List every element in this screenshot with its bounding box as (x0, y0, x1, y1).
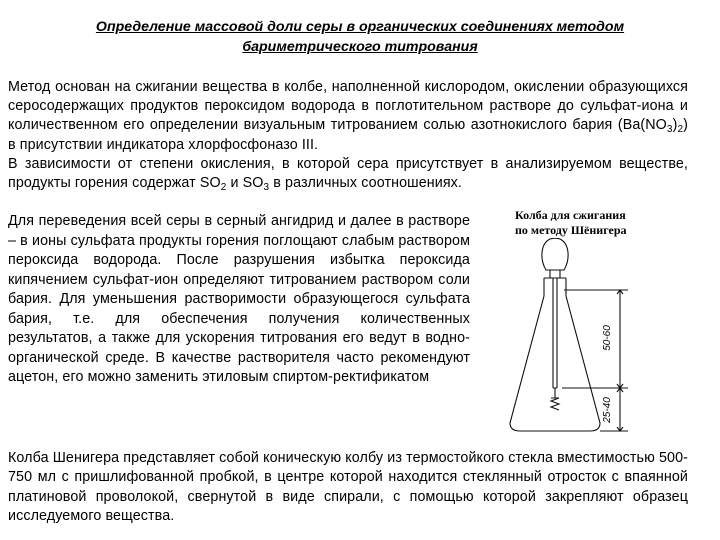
figure-caption (515, 208, 675, 238)
flask-description-paragraph: Колба Шенигера представляет собой коническую колбу из термостойкого стекла вместимостью 500-750 мл с пришлифованной пробкой, в центре которой находится стеклянный отросток с впаянной платиновой проволокой, свернутой в виде спирали, с помощью которой закрепляют образец исследуемого вещества. (8, 450, 688, 525)
intro-paragraph (8, 78, 688, 193)
page-title (40, 17, 680, 57)
dimension-label-upper: 50-60 (602, 325, 613, 351)
figure-caption-line-2: по методу Шёнигера (515, 223, 627, 237)
flask-neck (544, 278, 566, 296)
intro-subscript-2: 2 (677, 124, 684, 136)
platinum-spiral (551, 388, 559, 410)
intro-text-4: и SO (226, 175, 264, 192)
glass-rod (553, 278, 557, 388)
intro-subscript-no3: 3 (666, 124, 673, 136)
intro-text-3: В зависимости от степени окисления, в которой сера присутствует в анализируемом веществе, продукты горения содержат SO (8, 155, 688, 192)
title-line-1: Определение массовой доли серы в органических соединениях методом (95, 19, 625, 35)
dimension-label-lower: 25-40 (602, 397, 613, 423)
title-line-2: бариметрического титрования (242, 39, 478, 55)
intro-text-5: в различных соотношениях. (269, 175, 463, 192)
stopper-neck (550, 270, 560, 278)
dimension-line-upper (562, 290, 628, 388)
intro-text-1: Метод основан на сжигании вещества в колбе, наполненной кислородом, окислении образующихся серосодержащих продуктов пероксидом водорода в поглотительном растворе до сульфат-иона и количественном его определении визуальным титрованием солью азотнокислого бария (Ba(NO (8, 79, 688, 134)
stopper-head (542, 238, 568, 270)
schoniger-flask-diagram (500, 238, 690, 438)
intro-paren-close: ) (672, 117, 678, 134)
figure-caption-line-1: Колба для сжигания (515, 208, 626, 222)
intro-subscript-so2: 2 (220, 182, 227, 194)
intro-subscript-so3: 3 (263, 182, 270, 194)
flask-body (510, 296, 600, 431)
absorption-paragraph: Для переведения всей серы в серный ангидрид и далее в растворе – в ионы сульфата продукты горения поглощают слабым раствором пероксида водорода. После разрушения избытка пероксида кипячением сульфат-ион определяют титрованием раствором соли бария. Для уменьшения растворимости образующегося сульфата бария, т.е. для обеспечения получения количественных результатов, а также для ускорения титрования его ведут в водно-органической среде. В качестве растворителя часто рекомендуют ацетон, его можно заменить этиловым спиртом-ректификатом (8, 213, 470, 385)
intro-text-2: ) в присутствии индикатора хлорфосфоназо III. (8, 117, 688, 153)
